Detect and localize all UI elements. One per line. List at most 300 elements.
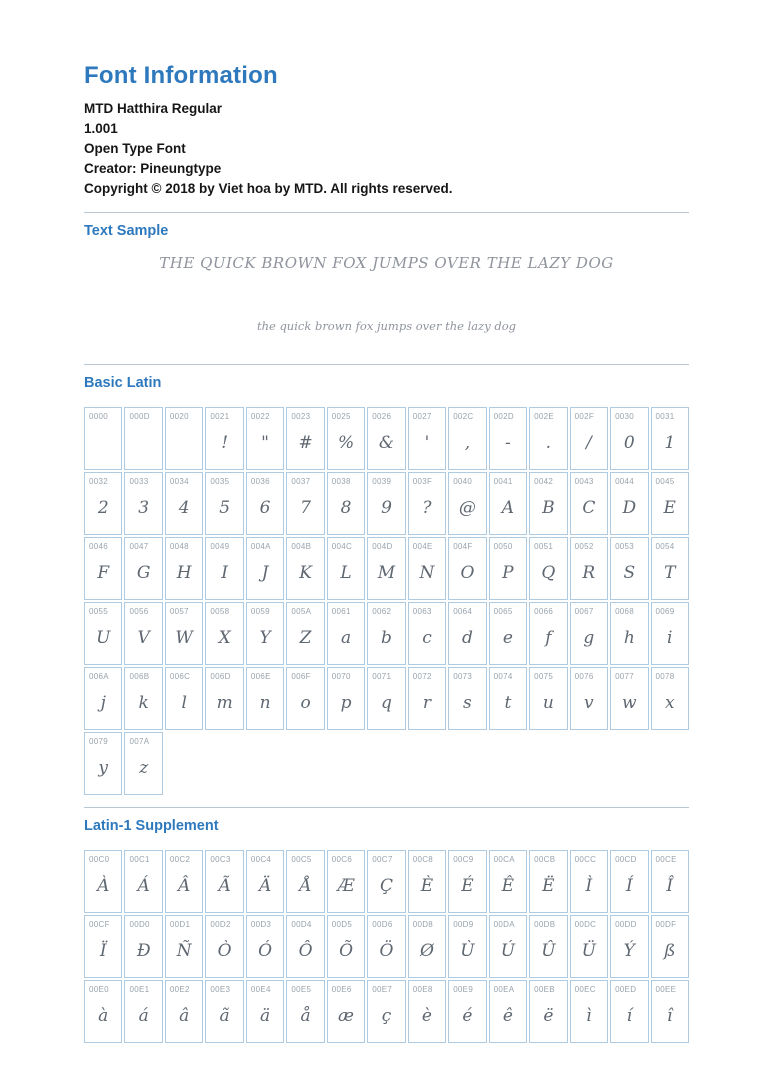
- glyph-cell-0074: [489, 667, 527, 730]
- codepoint-label: 0050: [493, 542, 513, 551]
- glyph-preview: R: [582, 563, 596, 583]
- glyph-cell-00DF: [651, 915, 689, 978]
- codepoint-label: 0048: [169, 542, 189, 551]
- codepoint-label: 0066: [534, 607, 554, 616]
- empty-grid-slot: [529, 732, 567, 795]
- font-creator: Creator: Pineungtype: [84, 161, 222, 176]
- codepoint-label: 0064: [453, 607, 473, 616]
- glyph-preview: ç: [381, 1006, 392, 1026]
- glyph-cell-0065: [489, 602, 527, 665]
- glyph-cell-0075: [529, 667, 567, 730]
- empty-grid-slot: [408, 732, 446, 795]
- codepoint-label: 0043: [574, 477, 594, 486]
- glyph-preview: I: [221, 563, 228, 583]
- glyph-preview: ì: [586, 1006, 592, 1026]
- codepoint-label: 00EC: [574, 985, 596, 994]
- empty-grid-slot: [448, 732, 486, 795]
- glyph-cell-0044: [610, 472, 648, 535]
- glyph-preview: d: [461, 628, 473, 648]
- codepoint-label: 00E7: [372, 985, 393, 994]
- codepoint-label: 00C7: [372, 855, 393, 864]
- glyph-preview: ?: [422, 498, 432, 518]
- codepoint-label: 00CB: [534, 855, 556, 864]
- glyph-preview: L: [340, 563, 352, 583]
- codepoint-label: 0061: [331, 607, 351, 616]
- glyph-cell-0055: [84, 602, 122, 665]
- glyph-preview: e: [502, 628, 513, 648]
- glyph-cell-00E9: [448, 980, 486, 1043]
- glyph-cell-0078: [651, 667, 689, 730]
- glyph-preview: [125, 421, 161, 469]
- codepoint-label: 00D4: [291, 920, 312, 929]
- codepoint-label: 0041: [493, 477, 513, 486]
- glyph-cell-00D9: [448, 915, 486, 978]
- glyph-preview: #: [298, 433, 313, 453]
- codepoint-label: 00C1: [129, 855, 150, 864]
- section-divider: [84, 212, 689, 213]
- codepoint-label: 006F: [291, 672, 311, 681]
- glyph-cell-0053: [610, 537, 648, 600]
- glyph-preview: 0: [623, 433, 635, 453]
- glyph-preview: Á: [137, 876, 150, 896]
- glyph-cell-0020: [165, 407, 203, 470]
- codepoint-label: 006D: [210, 672, 231, 681]
- glyph-cell-0000: [84, 407, 122, 470]
- glyph-cell-0031: [651, 407, 689, 470]
- glyph-cell-0045: [651, 472, 689, 535]
- codepoint-label: 0039: [372, 477, 392, 486]
- glyph-cell-00C1: [124, 850, 162, 913]
- glyph-preview: D: [622, 498, 637, 518]
- glyph-preview: à: [98, 1006, 109, 1026]
- codepoint-label: 0022: [250, 412, 270, 421]
- glyph-preview: H: [176, 563, 192, 583]
- glyph-preview: 3: [138, 498, 150, 518]
- empty-grid-slot: [651, 732, 689, 795]
- glyph-preview: h: [623, 628, 635, 648]
- codepoint-label: 0055: [89, 607, 108, 616]
- codepoint-label: 00C4: [250, 855, 272, 864]
- glyph-cell-006F: [286, 667, 324, 730]
- glyph-preview: Ý: [623, 941, 635, 961]
- glyph-cell-0069: [651, 602, 689, 665]
- glyph-cell-00D3: [246, 915, 284, 978]
- glyph-preview: ": [261, 433, 269, 453]
- glyph-preview: V: [137, 628, 150, 648]
- codepoint-label: 0056: [129, 607, 149, 616]
- glyph-cell-0077: [610, 667, 648, 730]
- glyph-preview: 8: [340, 498, 352, 518]
- glyph-preview: P: [502, 563, 514, 583]
- codepoint-label: 0058: [210, 607, 230, 616]
- codepoint-label: 0068: [615, 607, 635, 616]
- codepoint-label: 0042: [534, 477, 554, 486]
- glyph-preview: Q: [541, 563, 556, 583]
- glyph-cell-0022: [246, 407, 284, 470]
- codepoint-label: 004F: [453, 542, 473, 551]
- codepoint-label: 0033: [129, 477, 149, 486]
- glyph-cell-004E: [408, 537, 446, 600]
- glyph-cell-00D4: [286, 915, 324, 978]
- glyph-cell-00CB: [529, 850, 567, 913]
- codepoint-label: 006E: [250, 672, 271, 681]
- glyph-preview: %: [337, 433, 355, 453]
- glyph-cell-0046: [84, 537, 122, 600]
- glyph-preview: É: [461, 876, 474, 896]
- glyph-preview: b: [381, 628, 392, 648]
- glyph-preview: Ï: [99, 941, 107, 961]
- glyph-cell-0037: [286, 472, 324, 535]
- glyph-cell-0076: [570, 667, 608, 730]
- codepoint-label: 0023: [291, 412, 311, 421]
- glyph-cell-002F: [570, 407, 608, 470]
- codepoint-label: 0044: [615, 477, 635, 486]
- glyph-cell-0072: [408, 667, 446, 730]
- glyph-preview: æ: [338, 1006, 355, 1026]
- codepoint-label: 00EA: [493, 985, 515, 994]
- glyph-preview: T: [664, 563, 676, 583]
- glyph-cell-00D6: [367, 915, 405, 978]
- glyph-cell-0052: [570, 537, 608, 600]
- glyph-cell-004C: [327, 537, 365, 600]
- codepoint-label: 00E8: [412, 985, 433, 994]
- codepoint-label: 00D0: [129, 920, 150, 929]
- glyph-cell-00E0: [84, 980, 122, 1043]
- codepoint-label: 00D3: [250, 920, 272, 929]
- glyph-preview: W: [175, 628, 193, 648]
- glyph-preview: J: [261, 563, 269, 583]
- codepoint-label: 00CA: [493, 855, 515, 864]
- glyph-preview: 7: [300, 498, 311, 518]
- font-info-page: [84, 0, 689, 1043]
- codepoint-label: 00D9: [453, 920, 474, 929]
- glyph-preview: Ð: [136, 941, 151, 961]
- glyph-cell-0035: [205, 472, 243, 535]
- codepoint-label: 004E: [412, 542, 433, 551]
- glyph-preview: G: [136, 563, 151, 583]
- glyph-cell-0063: [408, 602, 446, 665]
- glyph-preview: Î: [666, 876, 674, 896]
- glyph-preview: y: [98, 758, 109, 778]
- glyph-preview: M: [377, 563, 396, 583]
- glyph-preview: 6: [259, 498, 271, 518]
- glyph-preview: Ë: [542, 876, 555, 896]
- font-meta-block: [84, 99, 689, 199]
- empty-grid-slot: [286, 732, 324, 795]
- glyph-cell-0047: [124, 537, 162, 600]
- glyph-cell-004B: [286, 537, 324, 600]
- glyph-cell-0056: [124, 602, 162, 665]
- codepoint-label: 0079: [89, 737, 108, 746]
- glyph-cell-0067: [570, 602, 608, 665]
- codepoint-label: 00C0: [89, 855, 110, 864]
- glyph-cell-0023: [286, 407, 324, 470]
- glyph-preview: /: [585, 433, 592, 453]
- glyph-preview: 9: [381, 498, 392, 518]
- glyph-cell-00CE: [651, 850, 689, 913]
- glyph-preview: K: [299, 563, 312, 583]
- codepoint-label: 00E2: [169, 985, 190, 994]
- glyph-preview: E: [663, 498, 676, 518]
- glyph-preview: é: [462, 1006, 473, 1026]
- codepoint-label: 00CD: [615, 855, 637, 864]
- glyph-cell-0048: [165, 537, 203, 600]
- glyph-cell-005A: [286, 602, 324, 665]
- glyph-cell-0059: [246, 602, 284, 665]
- glyph-cell-0043: [570, 472, 608, 535]
- glyph-cell-0042: [529, 472, 567, 535]
- glyph-preview: ã: [219, 1006, 230, 1026]
- glyph-preview: -: [505, 433, 511, 453]
- glyph-preview: x: [664, 693, 675, 713]
- codepoint-label: 0053: [615, 542, 635, 551]
- glyph-cell-00CC: [570, 850, 608, 913]
- codepoint-label: 0063: [412, 607, 432, 616]
- glyph-cell-0061: [327, 602, 365, 665]
- codepoint-label: 0040: [453, 477, 473, 486]
- glyph-preview: Ä: [258, 876, 272, 896]
- glyph-cell-007A: [124, 732, 162, 795]
- codepoint-label: 0062: [372, 607, 392, 616]
- glyph-table-basic-latin: [84, 407, 689, 795]
- codepoint-label: 0076: [574, 672, 594, 681]
- codepoint-label: 00CE: [655, 855, 677, 864]
- text-sample-heading: Text Sample: [84, 223, 169, 239]
- codepoint-label: 006B: [129, 672, 150, 681]
- empty-grid-slot: [367, 732, 405, 795]
- codepoint-label: 0045: [655, 477, 675, 486]
- codepoint-label: 00D2: [210, 920, 231, 929]
- glyph-preview: ,: [464, 433, 471, 453]
- codepoint-label: 0047: [129, 542, 149, 551]
- codepoint-label: 002F: [574, 412, 595, 421]
- glyph-preview: !: [221, 433, 229, 453]
- glyph-preview: 2: [97, 498, 109, 518]
- glyph-cell-0030: [610, 407, 648, 470]
- glyph-preview: t: [504, 693, 512, 713]
- glyph-cell-0066: [529, 602, 567, 665]
- codepoint-label: 00C8: [412, 855, 434, 864]
- glyph-cell-00EE: [651, 980, 689, 1043]
- glyph-cell-006D: [205, 667, 243, 730]
- codepoint-label: 00C5: [291, 855, 312, 864]
- codepoint-label: 004A: [250, 542, 271, 551]
- glyph-preview: è: [421, 1006, 432, 1026]
- glyph-preview: X: [218, 628, 231, 648]
- codepoint-label: 0025: [331, 412, 351, 421]
- glyph-cell-0073: [448, 667, 486, 730]
- glyph-preview: s: [463, 693, 472, 713]
- section-heading-basic-latin: Basic Latin: [84, 375, 162, 391]
- codepoint-label: 0052: [574, 542, 594, 551]
- codepoint-label: 0037: [291, 477, 311, 486]
- codepoint-label: 00D5: [331, 920, 353, 929]
- glyph-preview: F: [97, 563, 110, 583]
- codepoint-label: 002D: [493, 412, 514, 421]
- codepoint-label: 00D1: [169, 920, 191, 929]
- glyph-cell-00E6: [327, 980, 365, 1043]
- glyph-cell-0049: [205, 537, 243, 600]
- text-sample-uppercase: THE QUICK BROWN FOX JUMPS OVER THE LAZY DOG: [159, 254, 614, 272]
- glyph-cell-0050: [489, 537, 527, 600]
- glyph-cell-00D0: [124, 915, 162, 978]
- codepoint-label: 00E4: [250, 985, 271, 994]
- empty-grid-slot: [165, 732, 203, 795]
- glyph-cell-00C3: [205, 850, 243, 913]
- codepoint-label: 00EE: [655, 985, 677, 994]
- codepoint-label: 0036: [250, 477, 270, 486]
- glyph-preview: Ã: [218, 876, 231, 896]
- glyph-preview: Æ: [337, 876, 355, 896]
- glyph-preview: m: [216, 693, 233, 713]
- codepoint-label: 0057: [169, 607, 189, 616]
- glyph-preview: @: [458, 498, 476, 518]
- codepoint-label: 007A: [129, 737, 150, 746]
- glyph-cell-00E3: [205, 980, 243, 1043]
- glyph-preview: Ø: [419, 941, 434, 961]
- glyph-cell-0070: [327, 667, 365, 730]
- glyph-cell-00C0: [84, 850, 122, 913]
- glyph-cell-002E: [529, 407, 567, 470]
- glyph-cell-0040: [448, 472, 486, 535]
- codepoint-label: 0034: [169, 477, 189, 486]
- glyph-preview: á: [138, 1006, 149, 1026]
- codepoint-label: 00DA: [493, 920, 515, 929]
- glyph-cell-002C: [448, 407, 486, 470]
- glyph-preview: l: [181, 693, 187, 713]
- glyph-cell-0057: [165, 602, 203, 665]
- glyph-cell-0062: [367, 602, 405, 665]
- glyph-preview: È: [420, 876, 434, 896]
- codepoint-label: 004D: [372, 542, 393, 551]
- glyph-cell-00C6: [327, 850, 365, 913]
- glyph-cell-00C9: [448, 850, 486, 913]
- codepoint-label: 00C9: [453, 855, 474, 864]
- glyph-cell-0079: [84, 732, 122, 795]
- glyph-cell-00C5: [286, 850, 324, 913]
- glyph-preview: Ö: [379, 941, 394, 961]
- codepoint-label: 0078: [655, 672, 675, 681]
- empty-grid-slot: [327, 732, 365, 795]
- codepoint-label: 002E: [534, 412, 555, 421]
- glyph-preview: U: [96, 628, 111, 648]
- section-divider: [84, 807, 689, 808]
- text-sample-lowercase: the quick brown fox jumps over the lazy dog: [256, 319, 517, 333]
- glyph-cell-00CA: [489, 850, 527, 913]
- glyph-cell-0054: [651, 537, 689, 600]
- codepoint-label: 00E6: [331, 985, 352, 994]
- codepoint-label: 00E5: [291, 985, 312, 994]
- glyph-cell-00E1: [124, 980, 162, 1043]
- glyph-cell-0026: [367, 407, 405, 470]
- glyph-cell-0021: [205, 407, 243, 470]
- glyph-cell-0034: [165, 472, 203, 535]
- codepoint-label: 0038: [331, 477, 351, 486]
- codepoint-label: 00ED: [615, 985, 637, 994]
- glyph-cell-00C2: [165, 850, 203, 913]
- glyph-cell-00CF: [84, 915, 122, 978]
- glyph-cell-0041: [489, 472, 527, 535]
- glyph-preview: v: [584, 693, 594, 713]
- glyph-preview: i: [667, 628, 673, 648]
- glyph-preview: f: [545, 628, 552, 648]
- codepoint-label: 002C: [453, 412, 474, 421]
- glyph-preview: B: [542, 498, 555, 518]
- glyph-cell-00E7: [367, 980, 405, 1043]
- empty-grid-slot: [205, 732, 243, 795]
- glyph-preview: Ô: [298, 941, 313, 961]
- glyph-cell-00D8: [408, 915, 446, 978]
- glyph-preview: 1: [664, 433, 676, 453]
- empty-grid-slot: [570, 732, 608, 795]
- glyph-preview: Ú: [500, 941, 516, 961]
- codepoint-label: 0051: [534, 542, 554, 551]
- glyph-preview: C: [582, 498, 596, 518]
- glyph-preview: g: [583, 628, 595, 648]
- page-title: Font Information: [84, 62, 278, 89]
- codepoint-label: 004B: [291, 542, 312, 551]
- codepoint-label: 00C6: [331, 855, 353, 864]
- codepoint-label: 00C3: [210, 855, 231, 864]
- codepoint-label: 00E3: [210, 985, 231, 994]
- codepoint-label: 0071: [372, 672, 392, 681]
- glyph-cell-0071: [367, 667, 405, 730]
- glyph-preview: S: [623, 563, 636, 583]
- codepoint-label: 0067: [574, 607, 594, 616]
- codepoint-label: 0000: [89, 412, 108, 421]
- codepoint-label: 00D8: [412, 920, 434, 929]
- glyph-cell-0064: [448, 602, 486, 665]
- codepoint-label: 0070: [331, 672, 351, 681]
- glyph-cell-004A: [246, 537, 284, 600]
- codepoint-label: 0049: [210, 542, 230, 551]
- glyph-table-latin1-supplement: [84, 850, 689, 1043]
- codepoint-label: 003F: [412, 477, 433, 486]
- glyph-preview: ä: [260, 1006, 271, 1026]
- glyph-cell-0068: [610, 602, 648, 665]
- codepoint-label: 0031: [655, 412, 675, 421]
- glyph-cell-00E8: [408, 980, 446, 1043]
- font-copyright: Copyright © 2018 by Viet hoa by MTD. All rights reserved.: [84, 181, 453, 196]
- glyph-cell-00DB: [529, 915, 567, 978]
- glyph-cell-006A: [84, 667, 122, 730]
- glyph-cell-00EA: [489, 980, 527, 1043]
- codepoint-label: 00EB: [534, 985, 555, 994]
- glyph-preview: w: [622, 693, 637, 713]
- codepoint-label: 0026: [372, 412, 392, 421]
- glyph-preview: í: [626, 1006, 633, 1026]
- codepoint-label: 00E9: [453, 985, 474, 994]
- glyph-cell-00EC: [570, 980, 608, 1043]
- glyph-cell-0036: [246, 472, 284, 535]
- glyph-preview: p: [340, 693, 352, 713]
- codepoint-label: 00DB: [534, 920, 556, 929]
- glyph-preview: j: [100, 693, 106, 713]
- glyph-cell-00E2: [165, 980, 203, 1043]
- glyph-preview: Ñ: [176, 941, 192, 961]
- glyph-cell-0051: [529, 537, 567, 600]
- font-type: Open Type Font: [84, 141, 186, 156]
- glyph-preview: q: [381, 693, 392, 713]
- glyph-preview: Ü: [581, 941, 596, 961]
- glyph-preview: u: [542, 693, 554, 713]
- codepoint-label: 0065: [493, 607, 513, 616]
- glyph-cell-00D1: [165, 915, 203, 978]
- glyph-preview: Ê: [501, 876, 515, 896]
- codepoint-label: 0069: [655, 607, 675, 616]
- empty-grid-slot: [489, 732, 527, 795]
- codepoint-label: 005A: [291, 607, 312, 616]
